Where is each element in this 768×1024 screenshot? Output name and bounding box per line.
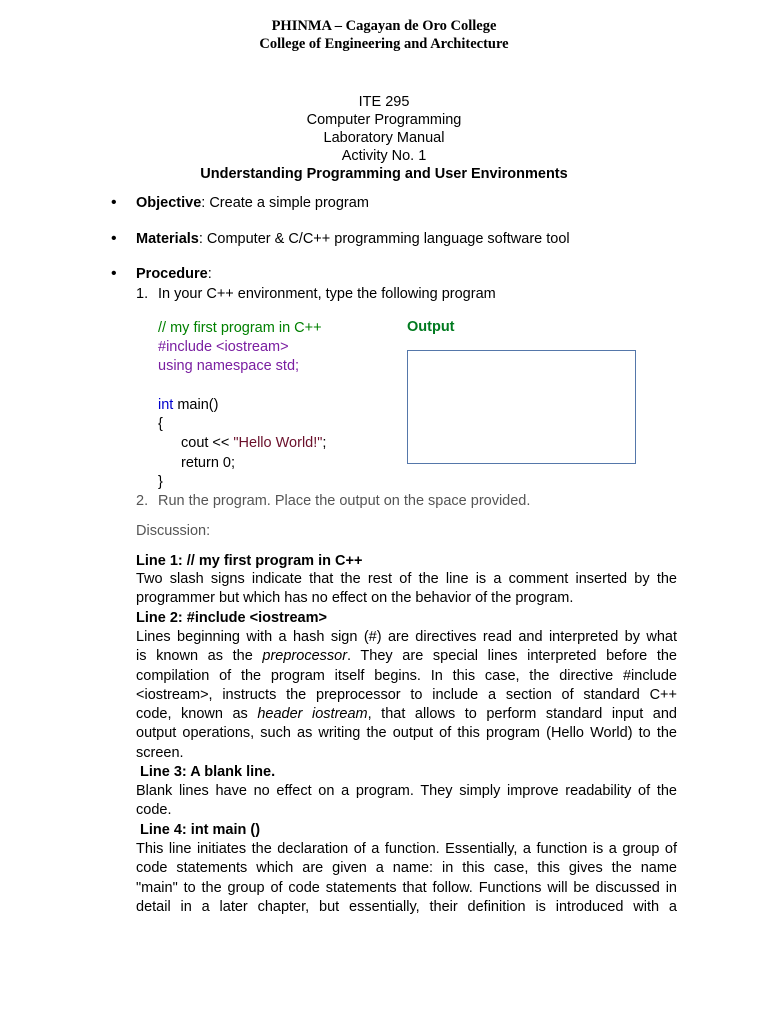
- text-run: code, known as: [136, 706, 258, 723]
- paragraph-line: screen.: [136, 744, 184, 761]
- step-number: 2.: [136, 493, 149, 509]
- code-main-line: [158, 396, 218, 415]
- code-comment-line: // my first program in C++: [158, 320, 322, 336]
- code-open-brace: {: [158, 416, 163, 432]
- objective-label: Objective: [136, 195, 202, 211]
- course-name: Computer Programming: [306, 112, 462, 128]
- manual-title: Laboratory Manual: [323, 130, 445, 146]
- code-main-rest: main(): [173, 397, 219, 413]
- paragraph-line: <iostream>, instructs the preprocessor to include a section of standard C++: [136, 686, 677, 703]
- output-label: Output: [407, 319, 455, 335]
- code-return-line: return 0;: [181, 455, 235, 471]
- code-namespace-line: using namespace std;: [158, 358, 300, 374]
- step-1-text: In your C++ environment, type the following program: [158, 286, 496, 302]
- discussion-label: Discussion:: [136, 523, 211, 539]
- emphasis-header-iostream: header iostream: [257, 706, 368, 723]
- paragraph-line: This line initiates the declaration of a function. Essentially, a function is a group of: [136, 841, 677, 857]
- text-run: , that allows to perform standard input and: [367, 706, 677, 723]
- paragraph-line: Blank lines have no effect on a program. They simply improve readability of the: [136, 783, 677, 799]
- activity-title: Understanding Programming and User Environments: [200, 166, 568, 182]
- paragraph-line: code.: [136, 802, 172, 819]
- code-include-line: #include <iostream>: [158, 339, 289, 355]
- paragraph-line: Two slash signs indicate that the rest of the line is a comment inserted by the: [136, 571, 677, 587]
- line3-paragraph: [136, 782, 677, 821]
- emphasis-preprocessor: preprocessor: [262, 648, 348, 665]
- paragraph-line: output operations, such as writing the output of this program (Hello World) to the: [136, 725, 677, 742]
- paragraph-line: [136, 705, 677, 724]
- code-close-brace: }: [158, 474, 163, 490]
- line4-heading: Line 4: int main (): [136, 822, 261, 838]
- line3-heading: Line 3: A blank line.: [136, 764, 276, 780]
- institution-name: PHINMA – Cagayan de Oro College: [271, 18, 497, 34]
- bullet-icon: •: [111, 194, 117, 211]
- line2-heading: Line 2: #include <iostream>: [136, 610, 327, 626]
- code-cout-line: [181, 434, 326, 453]
- text-run: . They are special lines interpreted before the: [347, 648, 677, 665]
- step-2-text: Run the program. Place the output on the space provided.: [158, 493, 531, 509]
- college-name: College of Engineering and Architecture: [259, 36, 509, 52]
- objective-text: : Create a simple program: [201, 195, 369, 211]
- step-number: 1.: [136, 286, 149, 302]
- objective-item: [136, 194, 369, 212]
- course-code: ITE 295: [358, 94, 410, 110]
- paragraph-line: compilation of the program itself begins. In this case, the directive #include: [136, 667, 677, 684]
- activity-number: Activity No. 1: [341, 148, 427, 164]
- paragraph-line: Lines beginning with a hash sign (#) are directives read and interpreted by what: [136, 629, 677, 645]
- text-run: is known as the: [136, 648, 263, 665]
- code-semicolon: ;: [322, 435, 327, 451]
- output-box: [407, 350, 636, 464]
- materials-text: : Computer & C/C++ programming language software tool: [198, 231, 570, 247]
- code-cout: cout <<: [181, 435, 234, 451]
- paragraph-line: programmer but which has no effect on the behavior of the program.: [136, 590, 574, 607]
- line1-paragraph: [136, 570, 677, 609]
- paragraph-line: [136, 647, 677, 666]
- paragraph-line: "main" to the group of code statements that follow. Functions will be discussed in: [136, 879, 677, 896]
- procedure-label: Procedure: [136, 266, 208, 282]
- bullet-icon: •: [111, 265, 117, 282]
- line2-paragraph: [136, 628, 677, 763]
- line4-paragraph: [136, 840, 677, 917]
- procedure-item: [136, 265, 212, 283]
- paragraph-line: code statements which are given a name: in this case, this gives the name: [136, 860, 677, 877]
- line1-heading: Line 1: // my first program in C++: [136, 553, 363, 569]
- paragraph-line: detail in a later chapter, but essentially, their definition is introduced with a: [136, 898, 677, 915]
- code-int-keyword: int: [158, 397, 174, 413]
- bullet-icon: •: [111, 230, 117, 247]
- materials-item: [136, 230, 570, 248]
- code-string: "Hello World!": [233, 435, 323, 451]
- procedure-colon: :: [207, 266, 212, 282]
- materials-label: Materials: [136, 231, 199, 247]
